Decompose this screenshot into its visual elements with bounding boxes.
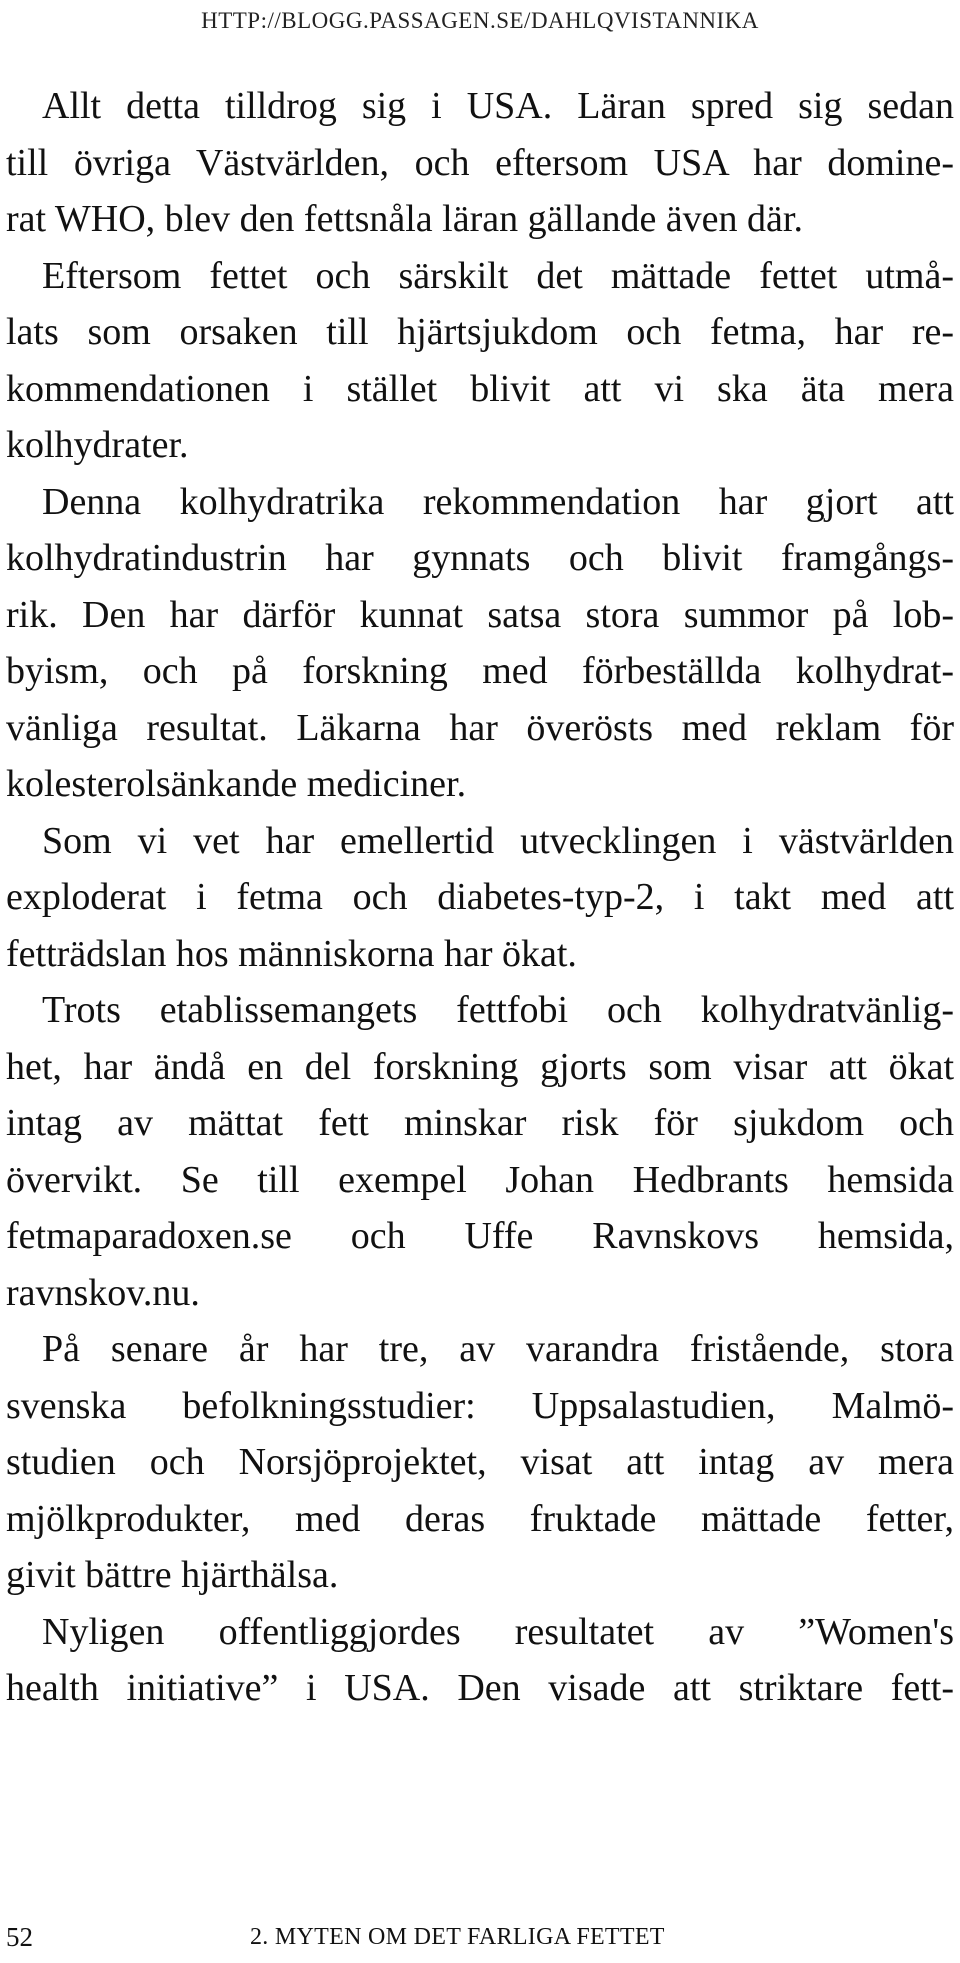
chapter-title: 2. MYTEN OM DET FARLIGA FETTET — [250, 1924, 665, 1950]
text-line: rik. Den har därför kunnat satsa stora summor på lob- — [6, 593, 954, 636]
text-line: kolhydratindustrin har gynnats och blivit framgångs- — [6, 537, 954, 579]
text-line: till övriga Västvärlden, och eftersom USA har domine- — [6, 141, 954, 184]
text-line: exploderat i fetma och diabetes-typ-2, i takt med att — [6, 876, 954, 918]
paragraph-first-line: Allt detta tilldrog sig i USA. Läran spred sig sedan — [42, 85, 954, 127]
text-line: kolesterolsänkande mediciner. — [6, 763, 467, 805]
text-line: övervikt. Se till exempel Johan Hedbrants hemsida — [6, 1158, 954, 1201]
running-header-url: HTTP://BLOGG.PASSAGEN.SE/DAHLQVISTANNIKA — [201, 8, 759, 33]
text-line: fetmaparadoxen.se och Uffe Ravnskovs hemsida, — [6, 1215, 954, 1257]
text-line: health initiative” i USA. Den visade att striktare fett- — [6, 1667, 954, 1709]
text-line: het, har ändå en del forskning gjorts som visar att ökat — [6, 1045, 954, 1088]
text-line: givit bättre hjärthälsa. — [6, 1554, 339, 1596]
text-line: studien och Norsjöprojektet, visat att intag av mera — [6, 1441, 954, 1483]
text-line: rat WHO, blev den fettsnåla läran gällande även där. — [6, 198, 803, 240]
paragraph-first-line: På senare år har tre, av varandra fristående, stora — [42, 1328, 954, 1370]
body-text — [6, 78, 954, 1717]
page-number: 52 — [6, 1922, 33, 1952]
text-line: kommendationen i stället blivit att vi ska äta mera — [6, 367, 954, 410]
paragraph-first-line: Eftersom fettet och särskilt det mättade fettet utmå- — [42, 254, 954, 297]
text-line: byism, och på forskning med förbeställda kolhydrat- — [6, 650, 954, 692]
paragraph-first-line: Som vi vet har emellertid utvecklingen i västvärlden — [42, 819, 954, 862]
paragraph-first-line: Trots etablissemangets fettfobi och kolhydratvänlig- — [42, 989, 954, 1031]
paragraph-first-line: Nyligen offentliggjordes resultatet av ”Women's — [42, 1610, 954, 1653]
text-line: svenska befolkningsstudier: Uppsalastudien, Malmö- — [6, 1384, 954, 1427]
text-line: mjölkprodukter, med deras fruktade mättade fetter, — [6, 1497, 954, 1540]
paragraph-first-line: Denna kolhydratrika rekommendation har gjort att — [42, 480, 954, 523]
text-line: lats som orsaken till hjärtsjukdom och fetma, har re- — [6, 311, 954, 353]
text-line: kolhydrater. — [6, 424, 189, 466]
text-line: vänliga resultat. Läkarna har överösts med reklam för — [6, 706, 954, 749]
text-line: ravnskov.nu. — [6, 1271, 200, 1314]
text-line: intag av mättat fett minskar risk för sjukdom och — [6, 1102, 954, 1144]
text-line: fetträdslan hos människorna har ökat. — [6, 932, 577, 975]
